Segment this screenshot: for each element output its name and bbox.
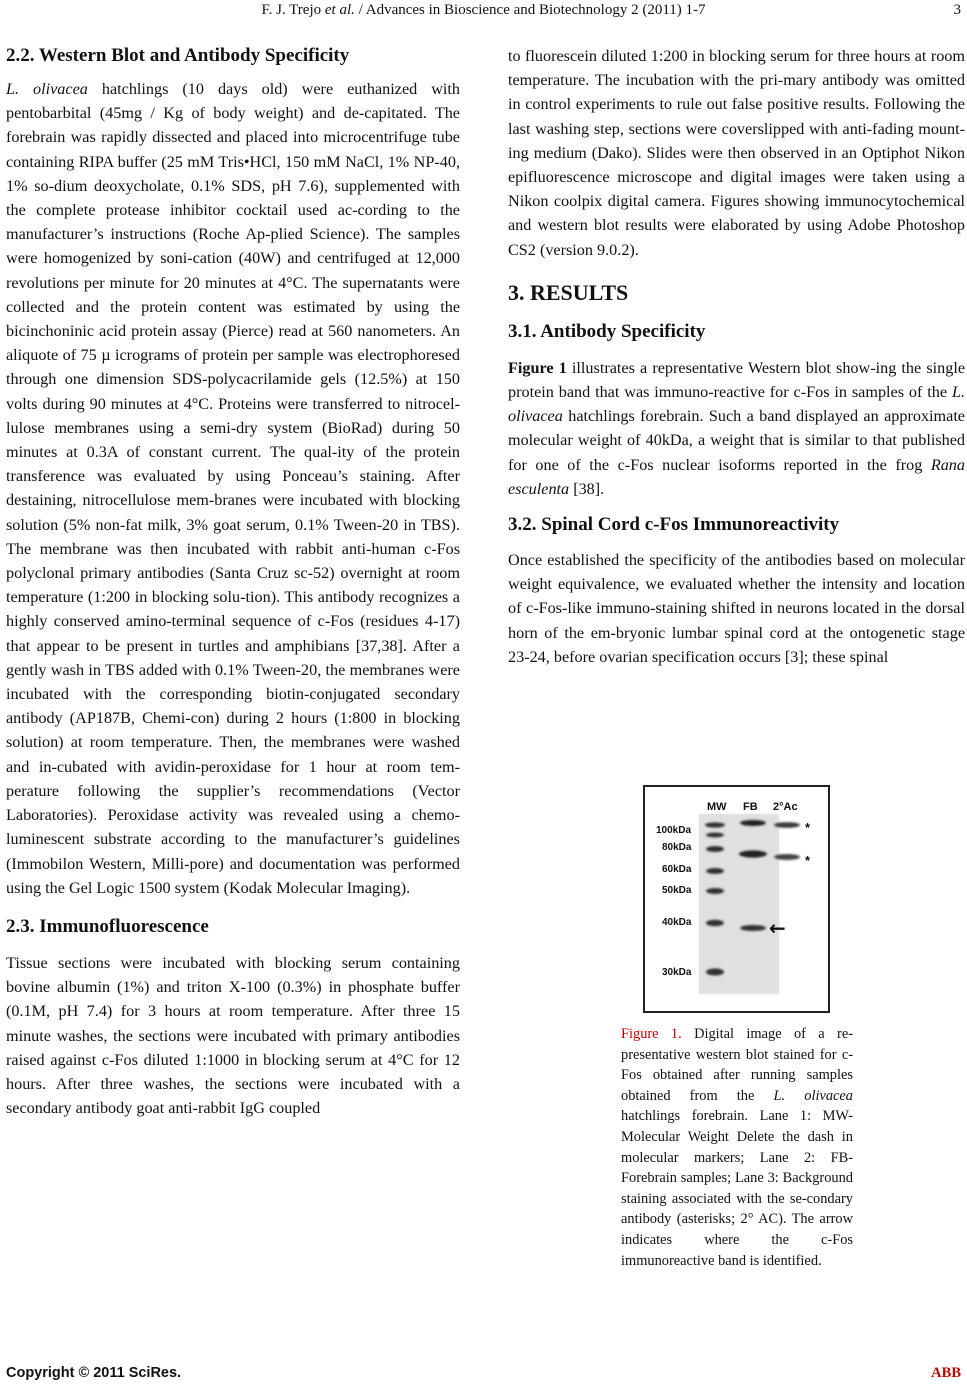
running-header [0, 0, 967, 28]
western-blot-image [645, 787, 828, 1011]
page-number: 3 [953, 2, 961, 18]
right-column [508, 44, 965, 669]
continued-paragraph: to fluorescein diluted 1:200 in blocking serum for three hours at room temperature. The incubation with the pri-mary antibody was omitted in control experiments to rule out false positive results. Following the last washing step, sections were coverslipped with anti-fading mount-ing medium (Dako). Slides were then observed in an Optiphot Nikon epifluorescence microscope and digital images were taken using a Nikon coolpix digital camera. Figures showing immunocytochemical and western blot results were elaborated by using Adobe Photoshop CS2 (version 9.0.2). [508, 47, 965, 259]
running-title: F. J. Trejo et al. / Advances in Bioscience and Biotechnology 2 (2011) 1-7 [261, 2, 706, 18]
secondary-ab-band-mid [774, 854, 800, 860]
ladder-band-extra [706, 833, 724, 838]
section-2-3-heading: 2.3. Immunofluorescence [6, 915, 209, 937]
ladder-band-40 [706, 920, 724, 926]
figure-1-reference[interactable]: Figure 1 [508, 358, 567, 377]
fb-band-mid [739, 850, 767, 857]
section-3-heading: 3. RESULTS [508, 279, 629, 305]
fb-band-high [740, 820, 766, 826]
ladder-band-60 [706, 868, 724, 874]
mw-label-50: 50kDa [662, 885, 692, 896]
mw-label-100: 100kDa [656, 825, 692, 836]
journal-abbreviation: ABB [931, 1365, 961, 1381]
mw-label-80: 80kDa [662, 842, 692, 853]
secondary-ab-band-high [774, 822, 800, 828]
lane-label-2ac: 2°Ac [773, 801, 798, 813]
ladder-band-50 [706, 888, 724, 894]
page-footer [0, 1362, 967, 1386]
fb-band-40kda [740, 925, 766, 931]
figure-1-western-blot [643, 785, 830, 1013]
left-column [6, 44, 460, 1120]
mw-label-60: 60kDa [662, 864, 692, 875]
mw-label-40: 40kDa [662, 917, 692, 928]
section-2-2-heading: 2.2. Western Blot and Antibody Specificity [6, 45, 350, 66]
asterisk-high: * [805, 820, 811, 835]
mw-label-30: 30kDa [662, 967, 692, 978]
lane-label-fb: FB [743, 801, 758, 813]
section-3-2-heading: 3.2. Spinal Cord c-Fos Immunoreactivity [508, 514, 840, 536]
asterisk-mid: * [805, 853, 811, 868]
caption-label: Figure 1. [621, 1026, 682, 1042]
section-3-1-paragraph: Figure 1 illustrates a representative Western blot show-ing the single protein band that was immuno-reactive for c-Fos in samples of the L. olivacea hatchlings forebrain. Such a band displayed an approximate molecular weight of 40kDa, a weight that is similar to that published for one of the c-Fos nuclear isoforms reported in the frog Rana esculenta [38]. [508, 358, 965, 498]
ladder-band-30 [706, 968, 724, 975]
arrow-icon: ← [769, 916, 786, 940]
ladder-band-100 [705, 822, 725, 827]
section-2-3-paragraph: Tissue sections were incubated with blocking serum containing bovine albumin (1%) and triton X-100 (0.3%) in phosphate buffer (0.1M, pH 7.4) for 3 hours at room temperature. After three 15 minute washes, the sections were incubated with primary antibodies raised against c-Fos diluted 1:1000 in blocking serum at 4°C for 12 hours. After three washes, the sections were incubated with a secondary antibody goat anti-rabbit IgG coupled [6, 953, 460, 1118]
section-3-1-heading: 3.1. Antibody Specificity [508, 320, 706, 342]
lane-label-mw: MW [707, 801, 727, 813]
section-3-2-paragraph: Once established the specificity of the antibodies based on molecular weight equivalence, we evaluated whether the intensity and location of c-Fos-like immuno-staining shifted in neurons located in the dorsal horn of the em-bryonic lumbar spinal cord at the ontogenetic stage 23-24, before ovarian specification occurs [3]; these spinal [508, 551, 965, 666]
copyright-text: Copyright © 2011 SciRes. [6, 1365, 182, 1381]
ladder-band-80 [706, 846, 724, 852]
figure-1-caption: Figure 1. Digital image of a re-presentative western blot stained for c-Fos obtained after running samples obtained from the L. olivacea hatchlings forebrain. Lane 1: MW-Molecular Weight Delete the dash in molecular markers; Lane 2: FB-Forebrain samples; Lane 3: Background staining associated with the se-condary antibody (asterisks; 2° AC). The arrow indicates where the c-Fos immunoreactive band is identified. [621, 1026, 854, 1269]
section-2-2-paragraph: L. olivacea hatchlings (10 days old) were euthanized with pentobarbital (45mg / Kg of body weight) and de-capitated. The forebrain was rapidly dissected and placed into microcentrifuge tube containing RIPA buffer (25 mM Tris•HCl, 150 mM NaCl, 1% NP-40, 1% so-dium deoxycholate, 0.1% SDS, pH 7.6), supplemented with the complete protease inhibitor cocktail used ac-cording to the manufacturer’s instructions (Roche Ap-plied Science). The samples were homogenized by soni-cation (40W) and centrifuged at 12,000 revolutions per minute for 20 minutes at 4°C. The supernatants were collected and the protein content was estimated by using the bicinchoninic acid protein assay (Pierce) read at 560 nanometers. An aliquote of 75 µ icrograms of protein per sample was electrophoresed through one dimension SDS-polycacrilamide gels (12.5%) at 150 volts during 90 minutes at 4°C. Proteins were transferred to nitrocel-lulose membranes using a semi-dry system (BioRad) during 50 minutes at 0.3A of constant current. The qual-ity of the protein transference was evaluated by using Ponceau’s staining. After destaining, nitrocellulose mem-branes were incubated with blocking solution (5% non-fat milk, 3% goat serum, 0.1% Tween-20 in TBS). The membrane was then incubated with rabbit anti-human c-Fos polyclonal primary antibodies (Santa Cruz sc-52) overnight at room temperature (1:200 in blocking solu-tion). This antibody recognizes a highly conserved amino-terminal sequence of c-Fos (residues 4-17) that appear to be present in turtles and amphibians [37,38]. After a gently wash in TBS added with 0.1% Tween-20, the membranes were incubated with the corresponding biotin-conjugated secondary antibody (AP187B, Chemi-con) during 2 hours (1:800 in blocking solution) at room temperature. Then, the membranes were washed and in-cubated with avidin-peroxidase for 1 hour at room tem-perature following the supplier’s recommendations (Vector Laboratories). Peroxidase activity was revealed using a chemo-luminescent substrate according to the manufacturer’s guidelines (Immobilon Western, Milli-pore) and documentation was performed using the Gel Logic 1500 system (Kodak Molecular Imaging). [6, 80, 460, 897]
